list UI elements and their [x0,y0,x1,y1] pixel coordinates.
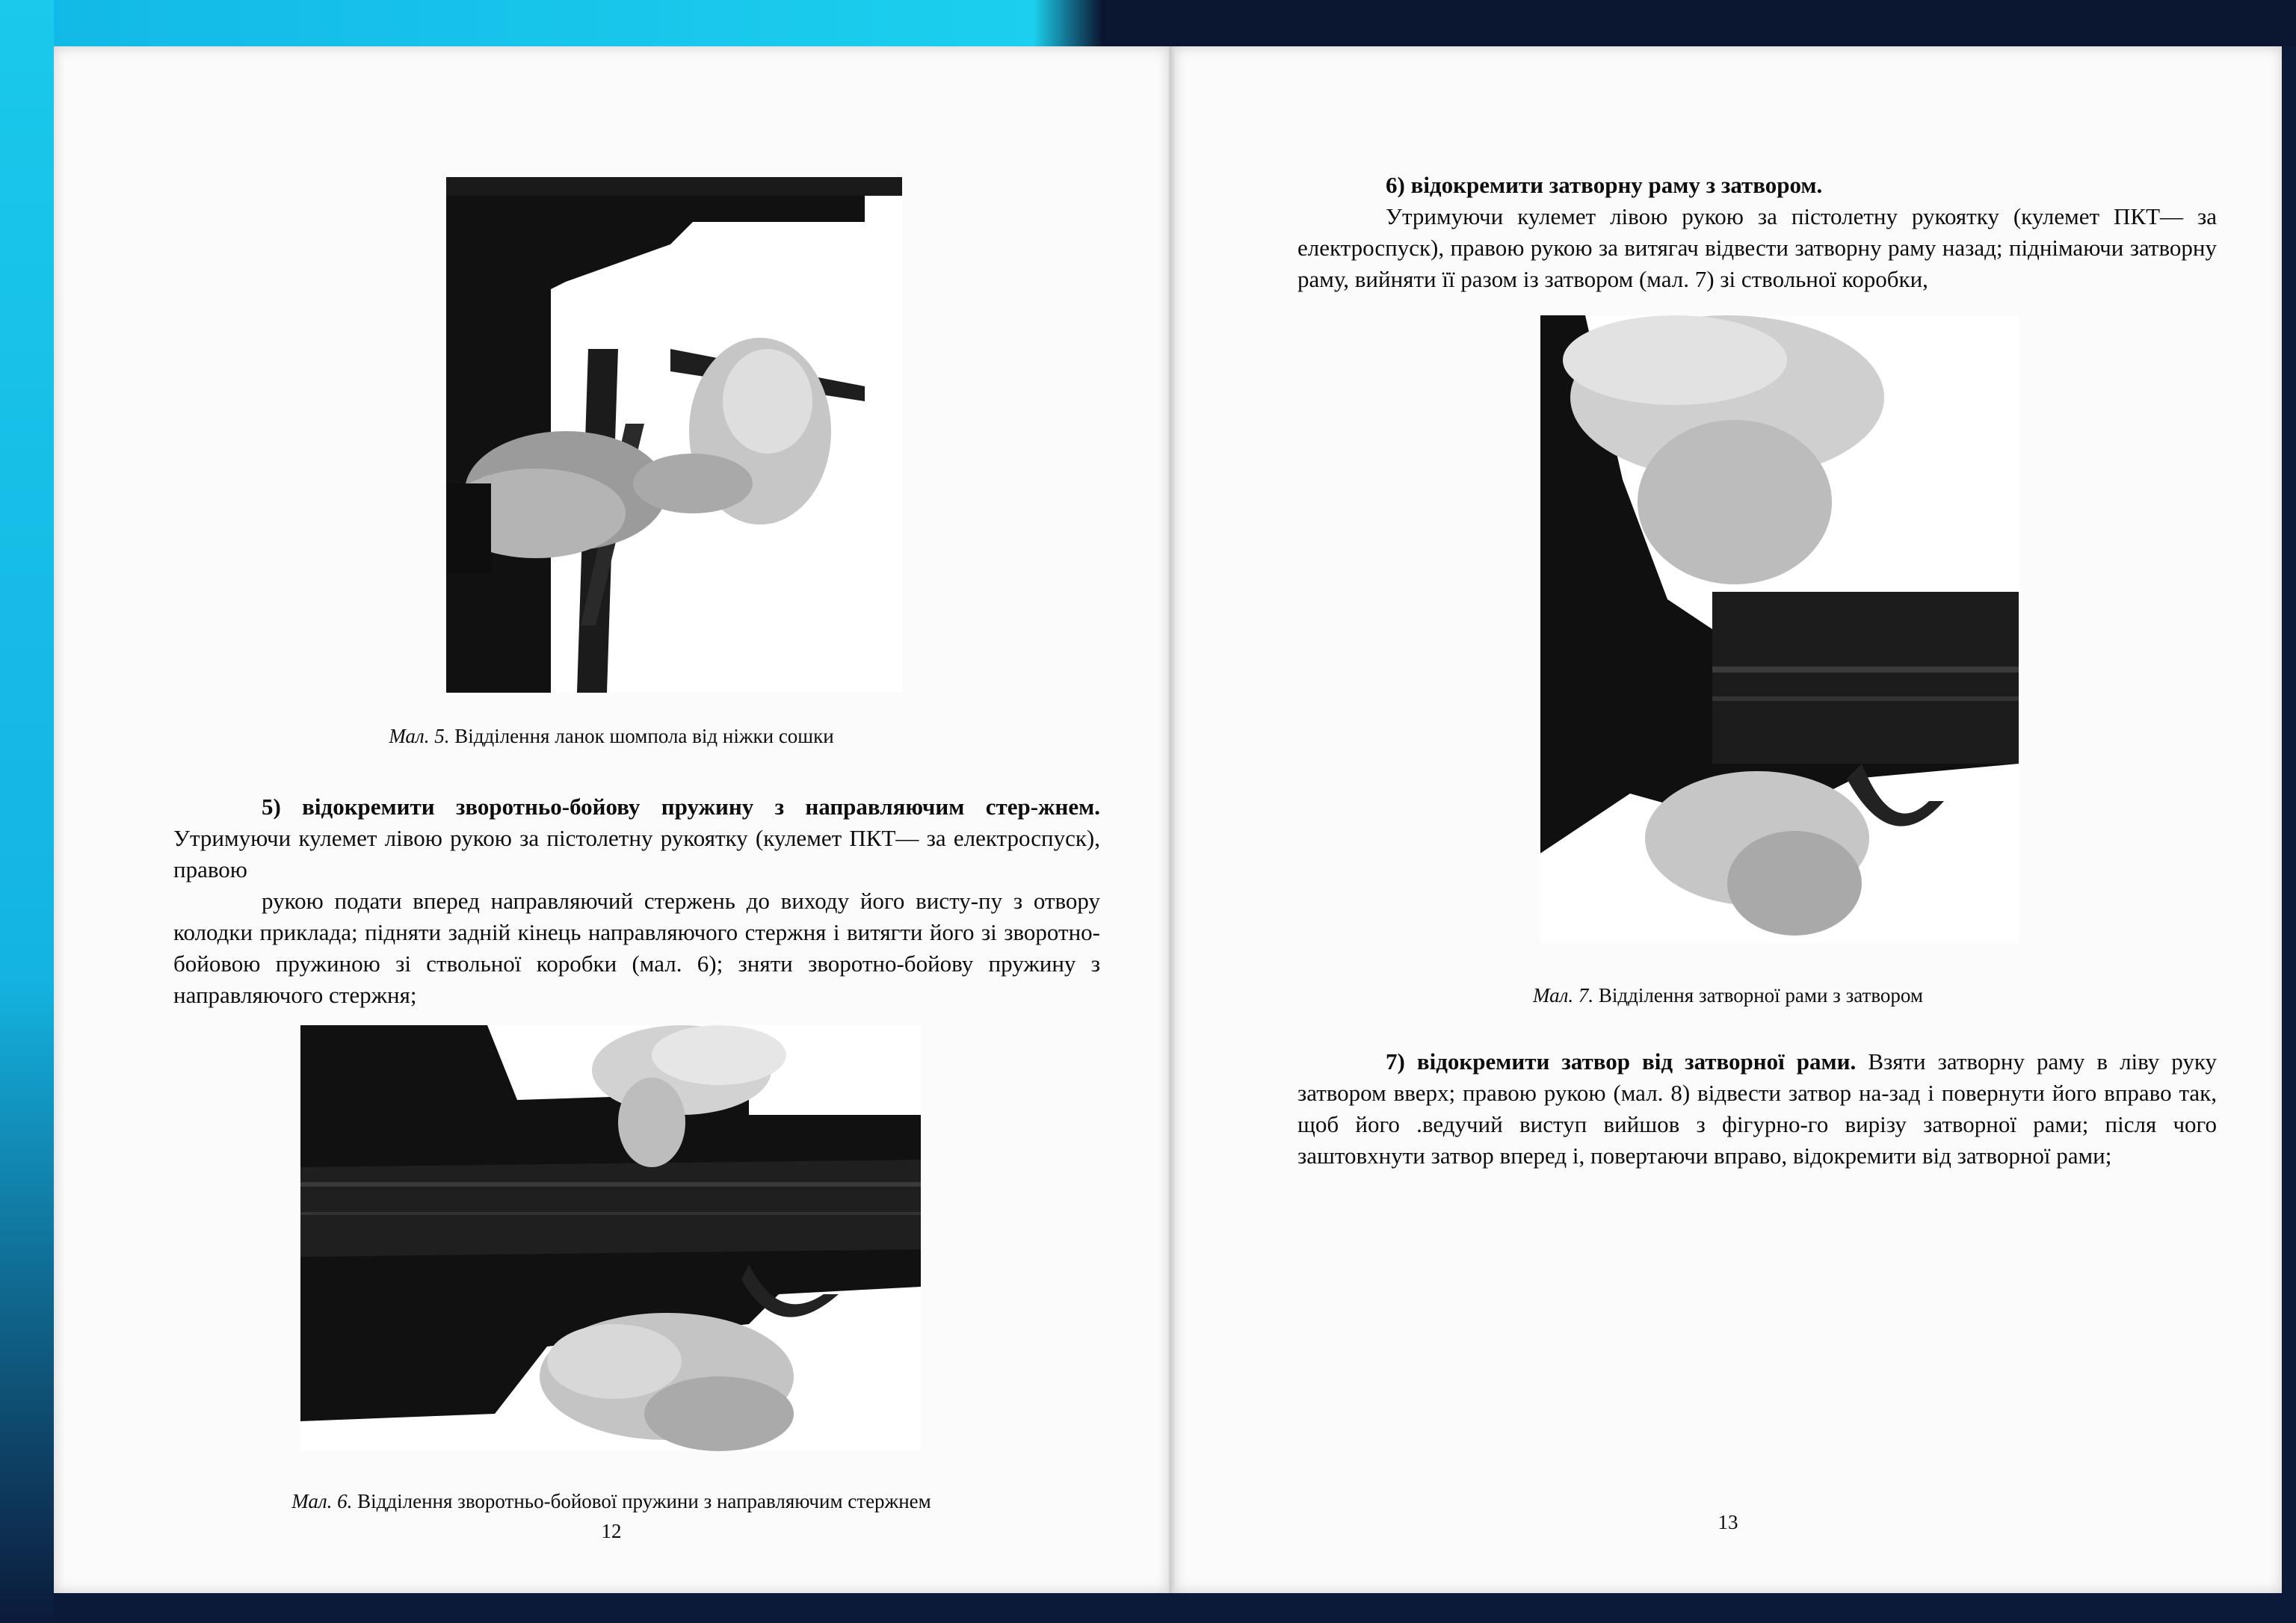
figure-7-caption [1174,984,2282,1007]
figure-5-caption [54,725,1169,748]
figure-5-text: Відділення ланок шомпола від ніжки сошки [454,725,834,747]
section-6-heading: 6) відокремити затворну раму з затвором. [1386,172,1823,198]
figure-7-text: Відділення затворної рами з затвором [1598,984,1923,1007]
right-page [1172,46,2282,1593]
figure-6-text: Відділення зворотньо-бойової пружини з направляючим стержнем [357,1490,931,1512]
section-6-text: Утримуючи кулемет лівою рукою за пістолетну рукоятку (кулемет ПКТ— за електроспуск), правою рукою за витягач відвести затворну раму назад; піднімаючи затворну раму, вийняти її разом із затвором (мал. 7) зі ствольної коробки, [1297,203,2217,292]
section-5-text-a: Утримуючи кулемет лівою рукою за пістолетну рукоятку (кулемет ПКТ— за електроспуск), правою [173,825,1100,882]
scan-background-top [0,0,2296,46]
left-page [54,46,1172,1593]
figure-5-label: Мал. 5. [389,725,450,747]
page-number-left: 12 [601,1520,622,1542]
figure-7-image [1540,315,2019,943]
section-6-paragraph [1297,201,2217,295]
section-5-text-b: рукою подати вперед направляючий стержень до виходу його висту-пу з отвору колодки приклада; підняти задній кінець направляючого стержня і витягти його зі зворотно-бойовою пружиною зі ствольної коробки (мал. 6); зняти зворотно-бойову пружину з направляючого стержня; [173,888,1100,1008]
figure-5-photo [446,177,902,693]
section-5-paragraph [173,791,1100,885]
figure-6-image [300,1025,921,1451]
scan-background-left [0,0,54,1623]
figure-5-image [446,177,902,693]
section-7-paragraph [1297,1046,2217,1172]
figure-6-label: Мал. 6. [291,1490,353,1512]
section-7-text: Взяти затворну раму в ліву руку затвором вверх; правою рукою (мал. 8) відвести затвор на-зад і повернути його вправо так, щоб його .ведучий виступ вийшов з фігурно-го вирізу затворної рами; після чого заштовхнути затвор вперед і, повертаючи вправо, відокремити від затворної рами; [1297,1048,2217,1169]
figure-6-caption [54,1490,1169,1513]
section-5-heading: 5) відокремити зворотньо-бойову пружину з направляючим стер-жнем. [262,794,1100,820]
page-number-right: 13 [1718,1511,1738,1533]
section-6-heading-line [1297,170,2217,201]
section-7-heading: 7) відокремити затвор від затворної рами. [1386,1048,1857,1075]
figure-7-label: Мал. 7. [1533,984,1594,1007]
section-5-paragraph-cont [173,885,1100,1011]
figure-6-photo [300,1025,921,1451]
figure-7-photo [1540,315,2019,943]
